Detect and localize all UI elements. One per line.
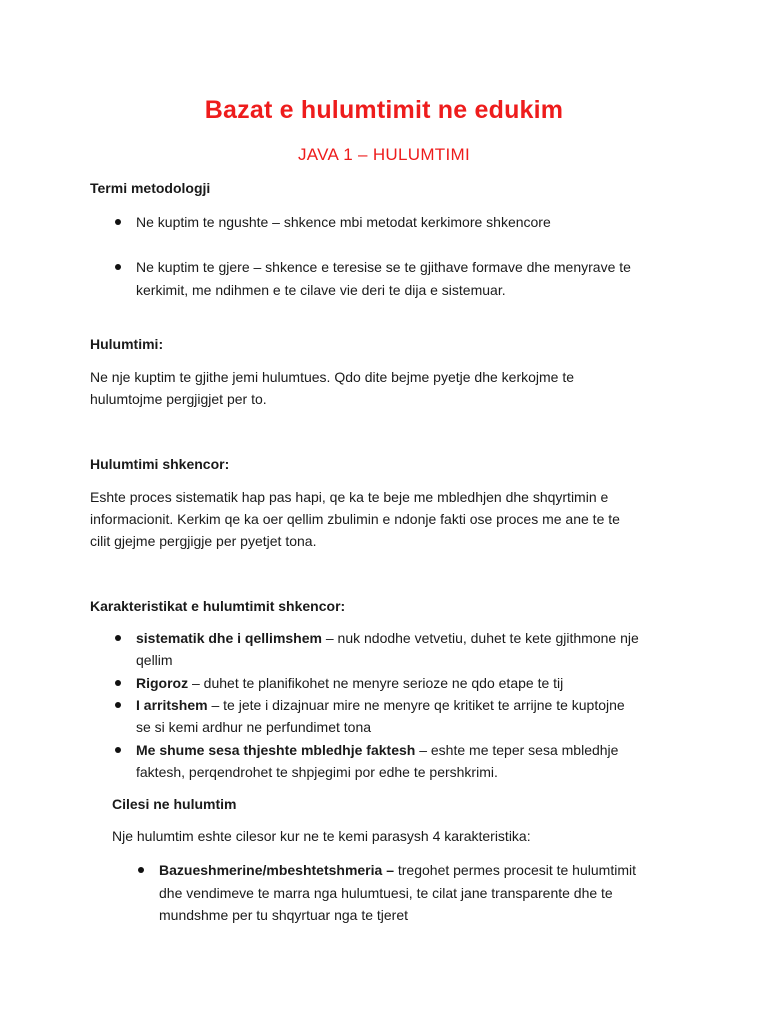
paragraph-line: Ne nje kuptim te gjithe jemi hulumtues. Qdo dite bejme pyetje dhe kerkojme te [90, 369, 575, 385]
list-item-text: – duhet te planifikohet ne menyre serioze ne qdo etape te tij [188, 675, 564, 691]
list-item-continuation: faktesh, perqendrohet te shpjegimi por edhe te pershkrimi. [136, 764, 498, 780]
paragraph-line: informacionit. Kerkim qe ka oer qellim zbulimin e ndonje fakti ose proces me ane te te [90, 511, 620, 527]
bullet-marker [115, 680, 121, 686]
list-item-term: Bazueshmerine/mbeshtetshmeria – [159, 862, 394, 878]
list-item [136, 694, 625, 716]
bullet-marker [115, 219, 121, 225]
list-item: Ne kuptim te gjere – shkence e teresise se te gjithave formave dhe menyrave te [136, 259, 631, 275]
paragraph-line: cilit gjejme pergjigje per pyetjet tona. [90, 533, 317, 549]
paragraph-line: Nje hulumtim eshte cilesor kur ne te kemi parasysh 4 karakteristika: [112, 828, 531, 844]
list-item [136, 627, 639, 649]
list-item-text: tregohet permes procesit te hulumtimit [393, 862, 636, 878]
list-item-term: Rigoroz [136, 675, 189, 691]
list-item-term: sistematik dhe i qellimshem [136, 630, 322, 646]
list-item-continuation: dhe vendimeve te marra nga hulumtuesi, te cilat jane transparente dhe te [159, 885, 613, 901]
bullet-marker [115, 264, 121, 270]
list-item [159, 859, 636, 881]
heading-hulumtimi: Hulumtimi: [90, 336, 164, 352]
list-item-term: Me shume sesa thjeshte mbledhje faktesh [136, 742, 416, 758]
list-item-text: – eshte me teper sesa mbledhje [415, 742, 619, 758]
document-title: Bazat e hulumtimit ne edukim [204, 96, 564, 124]
bullet-marker [115, 702, 121, 708]
bullet-marker [115, 635, 121, 641]
list-item [136, 739, 618, 761]
list-item-continuation: mundshme per tu shqyrtuar nga te tjeret [159, 907, 409, 923]
paragraph-line: Eshte proces sistematik hap pas hapi, qe ka te beje me mbledhjen dhe shqyrtimin e [90, 489, 609, 505]
bullet-marker [115, 747, 121, 753]
list-item [136, 672, 563, 694]
list-item-text: – te jete i dizajnuar mire ne menyre qe kritiket te arrijne te kuptojne [207, 697, 625, 713]
heading-karakteristikat: Karakteristikat e hulumtimit shkencor: [90, 598, 346, 614]
heading-termi-metodologji: Termi metodologji [90, 180, 211, 196]
bullet-marker [138, 867, 144, 873]
list-item-continuation: qellim [136, 652, 173, 668]
heading-cilesi: Cilesi ne hulumtim [112, 796, 237, 812]
document-subtitle: JAVA 1 – HULUMTIMI [298, 145, 470, 164]
list-item: Ne kuptim te ngushte – shkence mbi metodat kerkimore shkencore [136, 214, 551, 230]
list-item-continuation: se si kemi ardhur ne perfundimet tona [136, 719, 372, 735]
heading-hulumtimi-shkencor: Hulumtimi shkencor: [90, 456, 230, 472]
list-item-text: – nuk ndodhe vetvetiu, duhet te kete gjithmone nje [321, 630, 639, 646]
list-item-term: I arritshem [136, 697, 208, 713]
paragraph-line: hulumtojme pergjigjet per to. [90, 391, 267, 407]
list-item-continuation: kerkimit, me ndihmen e te cilave vie deri te dija e sistemuar. [136, 282, 506, 298]
